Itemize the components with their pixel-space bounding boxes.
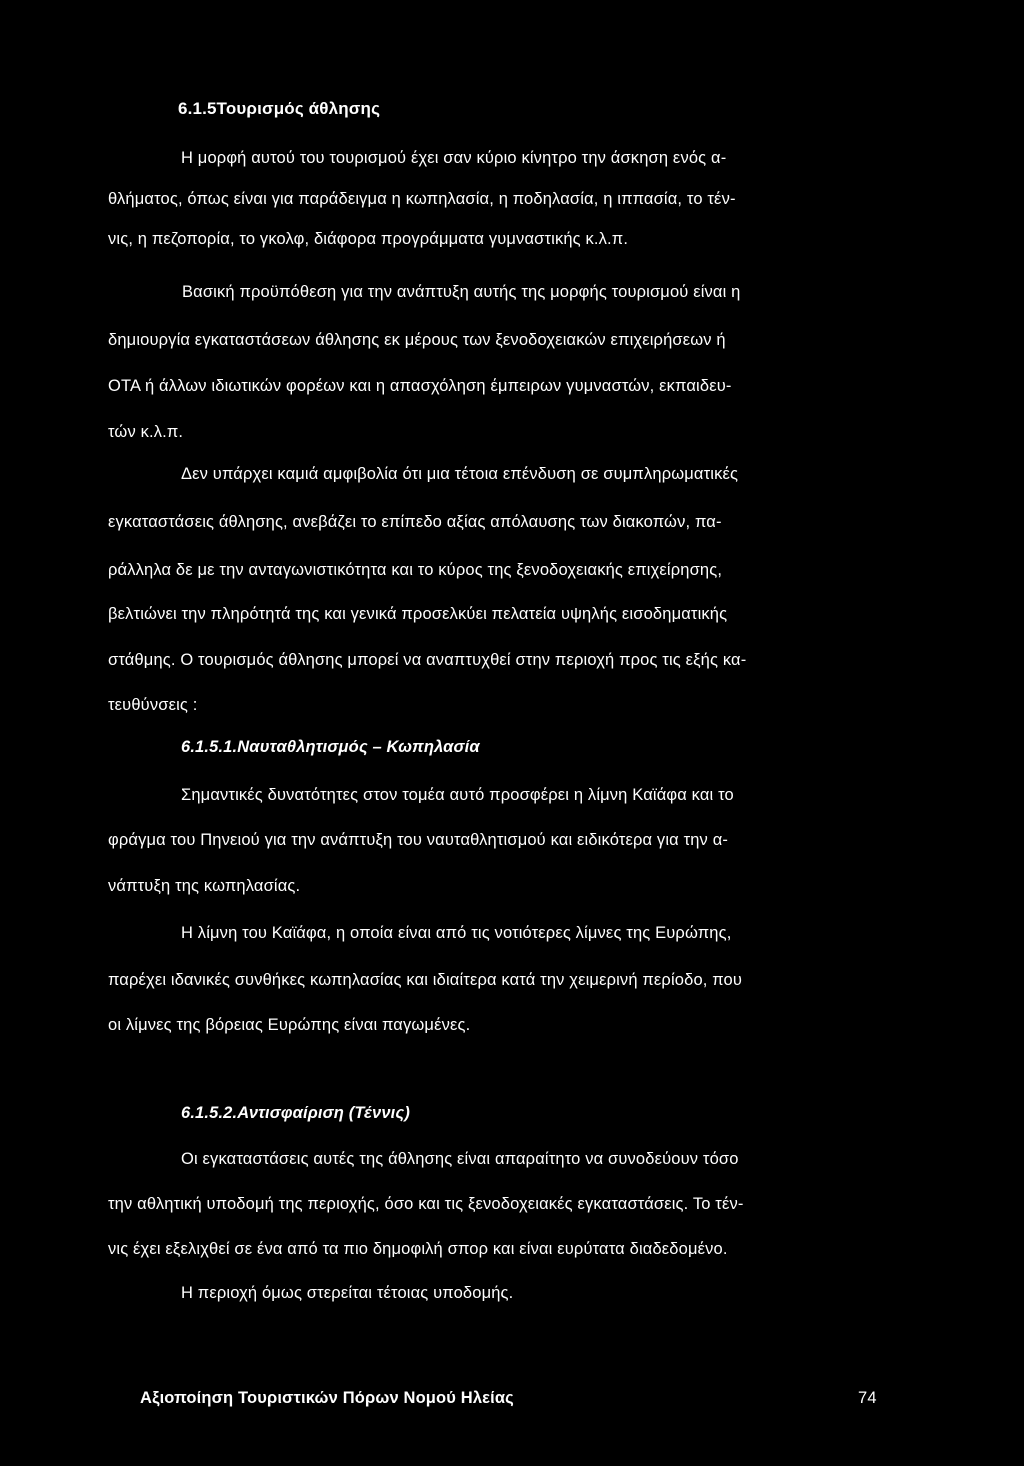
paragraph-line: παρέχει ιδανικές συνθήκες κωπηλασίας και ιδιαίτερα κατά την χειμερινή περίοδο, που [108, 971, 743, 989]
paragraph-line: νις έχει εξελιχθεί σε ένα από τα πιο δημοφιλή σπορ και είναι ευρύτατα διαδεδομένο. [108, 1240, 728, 1258]
paragraph-line: την αθλητική υποδομή της περιοχής, όσο και τις ξενοδοχειακές εγκαταστάσεις. Το τέν- [108, 1195, 744, 1213]
subsection-heading-rowing: 6.1.5.1.Ναυταθλητισμός – Κωπηλασία [181, 738, 480, 756]
paragraph-line: Δεν υπάρχει καμιά αμφιβολία ότι μια τέτοια επένδυση σε συμπληρωματικές [181, 465, 739, 483]
paragraph-line: Η περιοχή όμως στερείται τέτοιας υποδομής. [181, 1284, 514, 1302]
paragraph-line: εγκαταστάσεις άθλησης, ανεβάζει το επίπεδο αξίας απόλαυσης των διακοπών, πα- [108, 513, 722, 531]
paragraph-line: νάπτυξη της κωπηλασίας. [108, 877, 301, 895]
paragraph-line: οι λίμνες της βόρειας Ευρώπης είναι παγωμένες. [108, 1016, 471, 1034]
paragraph-line: Η μορφή αυτού του τουρισμού έχει σαν κύριο κίνητρο την άσκηση ενός α- [181, 149, 727, 167]
page-number: 74 [858, 1389, 877, 1407]
footer-title: Αξιοποίηση Τουριστικών Πόρων Νομού Ηλείας [140, 1389, 514, 1407]
subsection-heading-tennis: 6.1.5.2.Αντισφαίριση (Τέννις) [181, 1104, 410, 1122]
paragraph-line: ΟΤΑ ή άλλων ιδιωτικών φορέων και η απασχόληση έμπειρων γυμναστών, εκπαιδευ- [108, 377, 732, 395]
section-heading: 6.1.5Τουρισμός άθλησης [178, 99, 381, 118]
paragraph-line: θλήματος, όπως είναι για παράδειγμα η κωπηλασία, η ποδηλασία, η ιππασία, το τέν- [108, 190, 736, 208]
paragraph-line: τών κ.λ.π. [108, 423, 184, 441]
paragraph-line: Σημαντικές δυνατότητες στον τομέα αυτό προσφέρει η λίμνη Καϊάφα και το [181, 786, 734, 804]
paragraph-line: τευθύνσεις : [108, 696, 198, 714]
paragraph-line: ράλληλα δε με την ανταγωνιστικότητα και το κύρος της ξενοδοχειακής επιχείρησης, [108, 561, 723, 579]
paragraph-line: βελτιώνει την πληρότητά της και γενικά προσελκύει πελατεία υψηλής εισοδηματικής [108, 605, 728, 623]
paragraph-line: στάθμης. Ο τουρισμός άθλησης μπορεί να αναπτυχθεί στην περιοχή προς τις εξής κα- [108, 651, 747, 669]
paragraph-line: Οι εγκαταστάσεις αυτές της άθλησης είναι απαραίτητο να συνοδεύουν τόσο [181, 1150, 739, 1168]
paragraph-line: Βασική προϋπόθεση για την ανάπτυξη αυτής της μορφής τουρισμού είναι η [182, 283, 741, 301]
paragraph-line: δημιουργία εγκαταστάσεων άθλησης εκ μέρους των ξενοδοχειακών επιχειρήσεων ή [108, 331, 726, 349]
paragraph-line: νις, η πεζοπορία, το γκολφ, διάφορα προγράμματα γυμναστικής κ.λ.π. [108, 230, 629, 248]
paragraph-line: Η λίμνη του Καϊάφα, η οποία είναι από τις νοτιότερες λίμνες της Ευρώπης, [181, 924, 732, 942]
paragraph-line: φράγμα του Πηνειού για την ανάπτυξη του ναυταθλητισμού και ειδικότερα για την α- [108, 831, 729, 849]
